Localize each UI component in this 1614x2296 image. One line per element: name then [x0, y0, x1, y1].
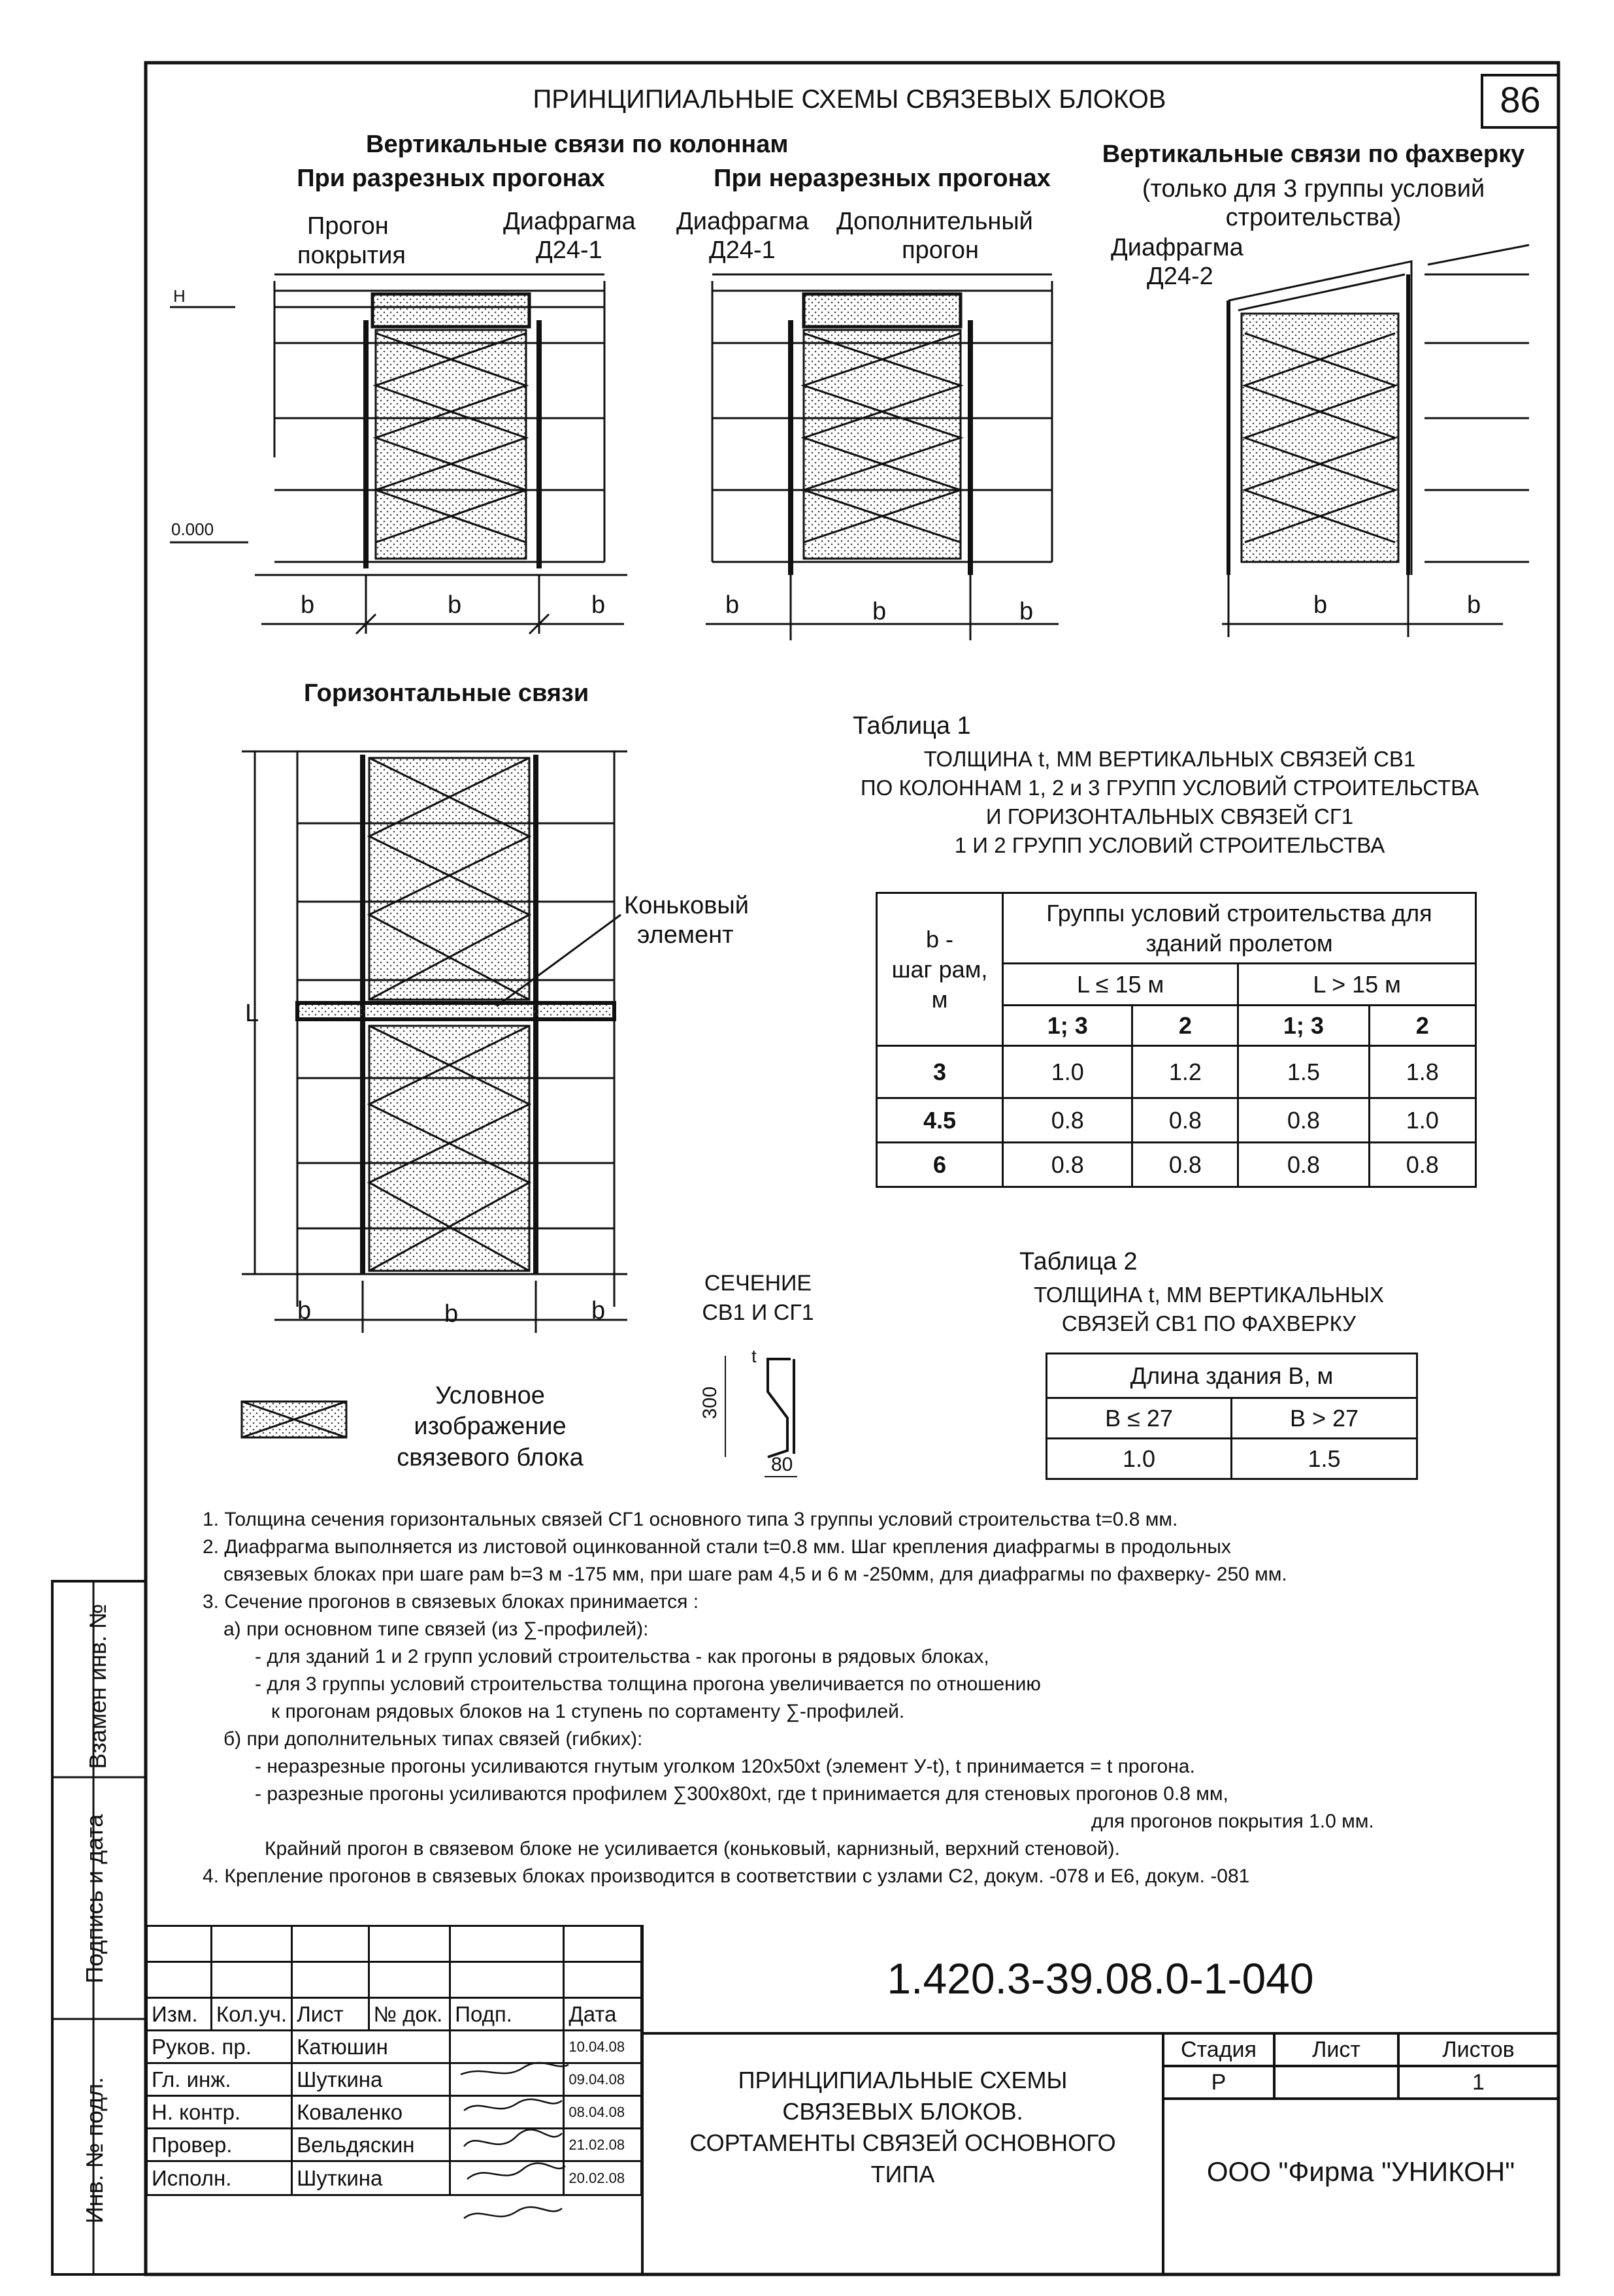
horizontal-heading: Горизонтальные связи	[304, 680, 589, 707]
section-title-2: СВ1 И СГ1	[702, 1300, 814, 1325]
legend-text-2: изображение	[414, 1413, 567, 1440]
dim-b: b	[1313, 591, 1328, 619]
dim-b: b	[444, 1300, 459, 1328]
label-d24-2: Д24-2	[1147, 263, 1213, 290]
stage-head: Стадия	[1181, 2037, 1257, 2062]
legend-text-1: Условное	[435, 1382, 545, 1409]
label-purlin-2: покрытия	[297, 242, 406, 269]
label-purlin: Прогон	[307, 212, 389, 240]
table1-title: ТОЛЩИНА t, ММ ВЕРТИКАЛЬНЫХ СВЯЗЕЙ СВ1 ПО КОЛОННАМ 1, 2 и 3 ГРУПП УСЛОВИЙ СТРОИТЕЛЬСТВА И ГОРИЗОНТАЛЬНЫХ СВЯЗЕЙ СГ1 1 И 2 ГРУПП УСЛОВИЙ СТРОИТЕЛЬСТВА	[860, 747, 1479, 857]
label-additional: Дополнительный	[836, 208, 1033, 235]
label-ridge-2: элемент	[637, 921, 734, 949]
table1-caption: Таблица 1	[853, 712, 971, 740]
table2-caption: Таблица 2	[1019, 1248, 1138, 1275]
sheets-head: Листов	[1442, 2037, 1515, 2062]
facade-heading: Вертикальные связи по фахверку	[1102, 140, 1525, 168]
label-d24-1b: Д24-1	[709, 237, 776, 264]
company-name: ООО "Фирма "УНИКОН"	[1206, 2156, 1515, 2187]
signatures	[461, 2063, 568, 2218]
sheet-number: 86	[1500, 79, 1541, 120]
level-h: Н	[173, 286, 186, 306]
dim-b: b	[448, 591, 462, 619]
label-ridge-1: Коньковый	[624, 892, 749, 919]
facade-sub2: строительства)	[1225, 204, 1402, 231]
stage-value: Р	[1211, 2070, 1227, 2095]
facade-sub1: (только для 3 группы условий	[1142, 175, 1485, 203]
dim-b: b	[297, 1297, 312, 1324]
dim-l: L	[245, 1000, 259, 1027]
legend-text-3: связевого блока	[397, 1444, 584, 1471]
sheets-value: 1	[1472, 2070, 1485, 2095]
page-title: ПРИНЦИПИАЛЬНЫЕ СХЕМЫ СВЯЗЕВЫХ БЛОКОВ	[533, 85, 1166, 114]
dim-b: b	[591, 1297, 606, 1324]
side-label-inv-orig: Инв. № подл.	[81, 2076, 108, 2224]
cont-heading: При неразрезных прогонах	[714, 165, 1051, 192]
table2: Длина здания В, м В ≤ 27 В > 27 1.0 1.5	[1046, 1353, 1418, 1480]
side-label-sign-date: Подпись и дата	[81, 1814, 108, 1984]
label-d24-1: Д24-1	[536, 237, 602, 264]
section-title-1: СЕЧЕНИЕ	[704, 1271, 812, 1296]
side-label-inv-replace: Взамен инв. №	[84, 1603, 111, 1769]
doc-title: ПРИНЦИПИАЛЬНЫЕ СХЕМЫ СВЯЗЕВЫХ БЛОКОВ. СОРТАМЕНТЫ СВЯЗЕЙ ОСНОВНОГО ТИПА	[689, 2067, 1116, 2188]
vertical-heading: Вертикальные связи по колоннам	[366, 131, 789, 158]
dim-b: b	[725, 591, 740, 619]
section-dim-h: 300	[699, 1386, 721, 1420]
section-dim-w: 80	[771, 1454, 793, 1475]
label-diaphragm-3: Диафрагма	[1111, 234, 1243, 261]
dim-b: b	[1467, 591, 1481, 619]
doc-code: 1.420.3-39.08.0-1-040	[887, 1954, 1314, 2003]
label-additional-2: прогон	[902, 237, 979, 264]
sheet-head: Лист	[1312, 2037, 1360, 2062]
split-heading: При разрезных прогонах	[297, 165, 605, 192]
stamp-grid: Изм. Кол.уч. Лист № док. Подп. Дата Руков. пр. Катюшин 10.04.08 Гл. инж. Шуткина 09.04.08 Н. контр. Коваленко 08.04.08 Провер. Вельдяскин 21.02.08 Исполн. Шуткина 20.02.08	[146, 1925, 642, 2196]
dim-b: b	[1019, 598, 1034, 625]
dim-b: b	[872, 598, 887, 625]
section-dim-t: t	[751, 1346, 757, 1366]
dim-b: b	[591, 591, 606, 619]
level-zero: 0.000	[171, 519, 214, 539]
table1: b - шаг рам, м Группы условий строительства для зданий пролетом L ≤ 15 м L > 15 м 1; 3 2 1; 3 2 3 1.0 1.2 1.5 1.8 4.5 0.8 0.8 0.8 1.0 6 0.8 0.8 0.8 0.8	[876, 892, 1477, 1188]
notes-block: 1. Толщина сечения горизонтальных связей СГ1 основного типа 3 группы условий строительства t=0.8 мм. 2. Диафрагма выполняется из листовой оцинкованной стали t=0.8 мм. Шаг крепления диафрагмы в продольных связевых блоках при шаге рам b=3 м -175 мм, при шаге рам 4,5 и 6 м -250мм, для диафрагмы по фахверку- 250 мм. 3. Сечение прогонов в связевых блоках принимается : а) при основном типе связей (из ∑-профилей): - для зданий 1 и 2 групп условий строительства - как прогоны в рядовых блоках, - для 3 группы условий строительства толщина прогона увеличивается по отношению к прогонам рядовых блоков на 1 ступень по сортаменту ∑-профилей. б) при дополнительных типах связей (гибких): - неразрезные прогоны усиливаются гнутым уголком 120х50хt (элемент У-t), t принимается = t прогона. - разрезные прогоны усиливаются профилем ∑300х80хt, где t принимается для стеновых прогонов 0.8 мм, для прогонов покрытия 1.0 мм. Крайний прогон в связевом блоке не усиливается (коньковый, карнизный, верхний стеновой). 4. Крепление прогонов в связевых блоках производится в соответствии с узлами С2, докум. -078 и Е6, докум. -081	[203, 1509, 1374, 1887]
label-diaphragm-1: Диафрагма	[503, 208, 636, 235]
table2-title: ТОЛЩИНА t, ММ ВЕРТИКАЛЬНЫХ СВЯЗЕЙ СВ1 ПО ФАХВЕРКУ	[1034, 1283, 1384, 1336]
label-diaphragm-2: Диафрагма	[676, 208, 809, 235]
dim-b: b	[301, 591, 315, 619]
